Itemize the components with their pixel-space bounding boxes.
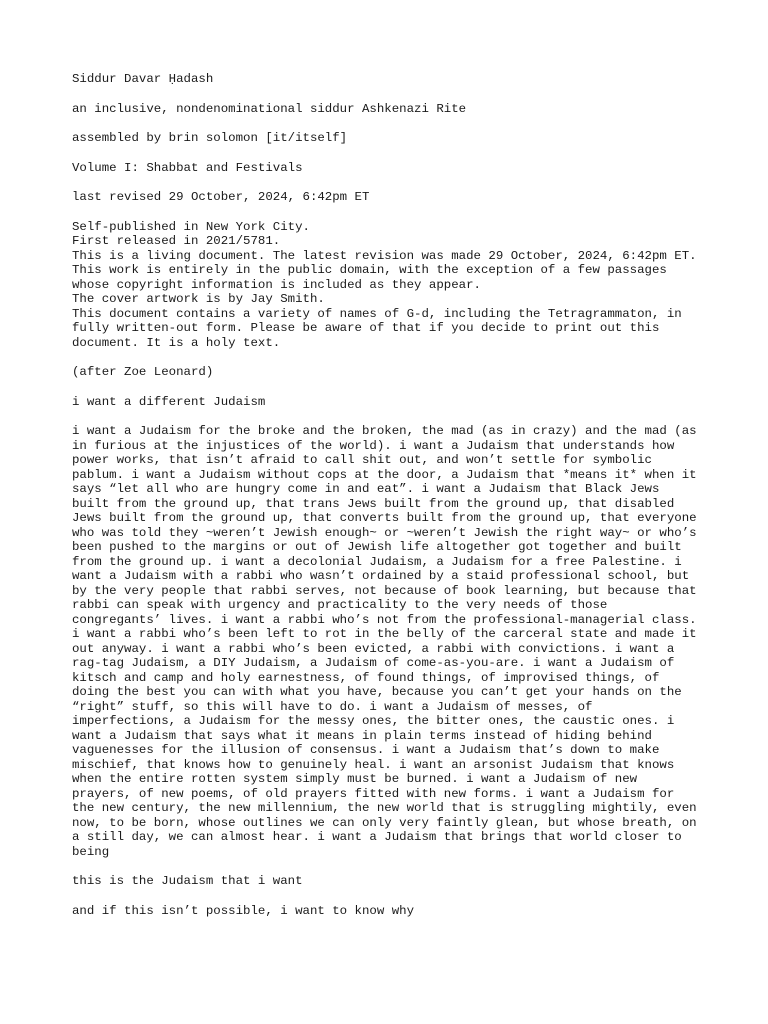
document-page bbox=[72, 72, 702, 933]
colophon-line: This document contains a variety of names of G-d, including the Tetragrammaton, in fully written-out form. Please be aware of that if you decide to print out this document. It is a holy text. bbox=[72, 306, 682, 350]
poem-title: i want a different Judaism bbox=[72, 394, 266, 409]
volume-line: Volume I: Shabbat and Festivals bbox=[72, 160, 303, 175]
document-subtitle: an inclusive, nondenominational siddur Ashkenazi Rite bbox=[72, 101, 467, 116]
closing-line: and if this isn’t possible, i want to know why bbox=[72, 903, 415, 918]
closing-line: this is the Judaism that i want bbox=[72, 874, 303, 888]
colophon bbox=[72, 220, 702, 351]
colophon-line: This is a living document. The latest revision was made 29 October, 2024, 6:42pm ET. bbox=[72, 248, 697, 263]
colophon-line: This work is entirely in the public domain, with the exception of a few passages whose copyright information is included as they appear. bbox=[72, 263, 667, 292]
poem-body: i want a Judaism for the broke and the broken, the mad (as in crazy) and the mad (as in furious at the injustices of the world). i want a Judaism that understands how power works, that isn’t afraid to call shit out, and won’t settle for symbolic pablum. i want a Judaism without cops at the door, a Judaism that *means it* when it says “let all who are hungry come in and eat”. i want a Judaism that Black Jews built from the ground up, that trans Jews built from the ground up, that disabled Jews built from the ground up, that converts built from the ground up, that everyone who was told they ~weren’t Jewish enough~ or ~weren’t Jewish the right way~ or who’s been pushed to the margins or out of Jewish life altogether got together and built from the ground up. i want a decolonial Judaism, a Judaism for a free Palestine. i want a Judaism with a rabbi who wasn’t ordained by a staid professional school, but by the very people that rabbi serves, not because of book learning, but because that rabbi can speak with urgency and practicality to the very needs of those congregants’ lives. i want a rabbi who’s not from the professional-managerial class. i want a rabbi who’s been left to rot in the belly of the carceral state and made it out anyway. i want a rabbi who’s been evicted, a rabbi with convictions. i want a rag-tag Judaism, a DIY Judaism, a Judaism of come-as-you-are. i want a Judaism of kitsch and camp and holy earnestness, of found things, of improvised things, of doing the best you can with what you have, because you can’t get your hands on the “right” stuff, so this will have to do. i want a Judaism of messes, of imperfections, a Judaism for the messy ones, the bitter ones, the caustic ones. i want a Judaism that says what it means in plain terms instead of hiding behind vaguenesses for the illusion of consensus. i want a Judaism that’s down to make mischief, that knows how to genuinely heal. i want an arsonist Judaism that knows when the entire rotten system simply must be burned. i want a Judaism of new prayers, of new poems, of old prayers fitted with new forms. i want a Judaism for the new century, the new millennium, the new world that is struggling mightily, even now, to be born, whose outlines we can only very faintly glean, but whose breath, on a still day, we can almost hear. i want a Judaism that brings that world closer to being bbox=[72, 424, 697, 859]
attribution: (after Zoe Leonard) bbox=[72, 365, 214, 379]
revision-line: last revised 29 October, 2024, 6:42pm ET bbox=[72, 190, 370, 204]
colophon-line: The cover artwork is by Jay Smith. bbox=[72, 292, 325, 306]
author-line: assembled by brin solomon [it/itself] bbox=[72, 131, 348, 145]
document-title: Siddur Davar Ḥadash bbox=[72, 72, 214, 86]
colophon-line: First released in 2021/5781. bbox=[72, 234, 281, 248]
colophon-line: Self-published in New York City. bbox=[72, 219, 310, 234]
